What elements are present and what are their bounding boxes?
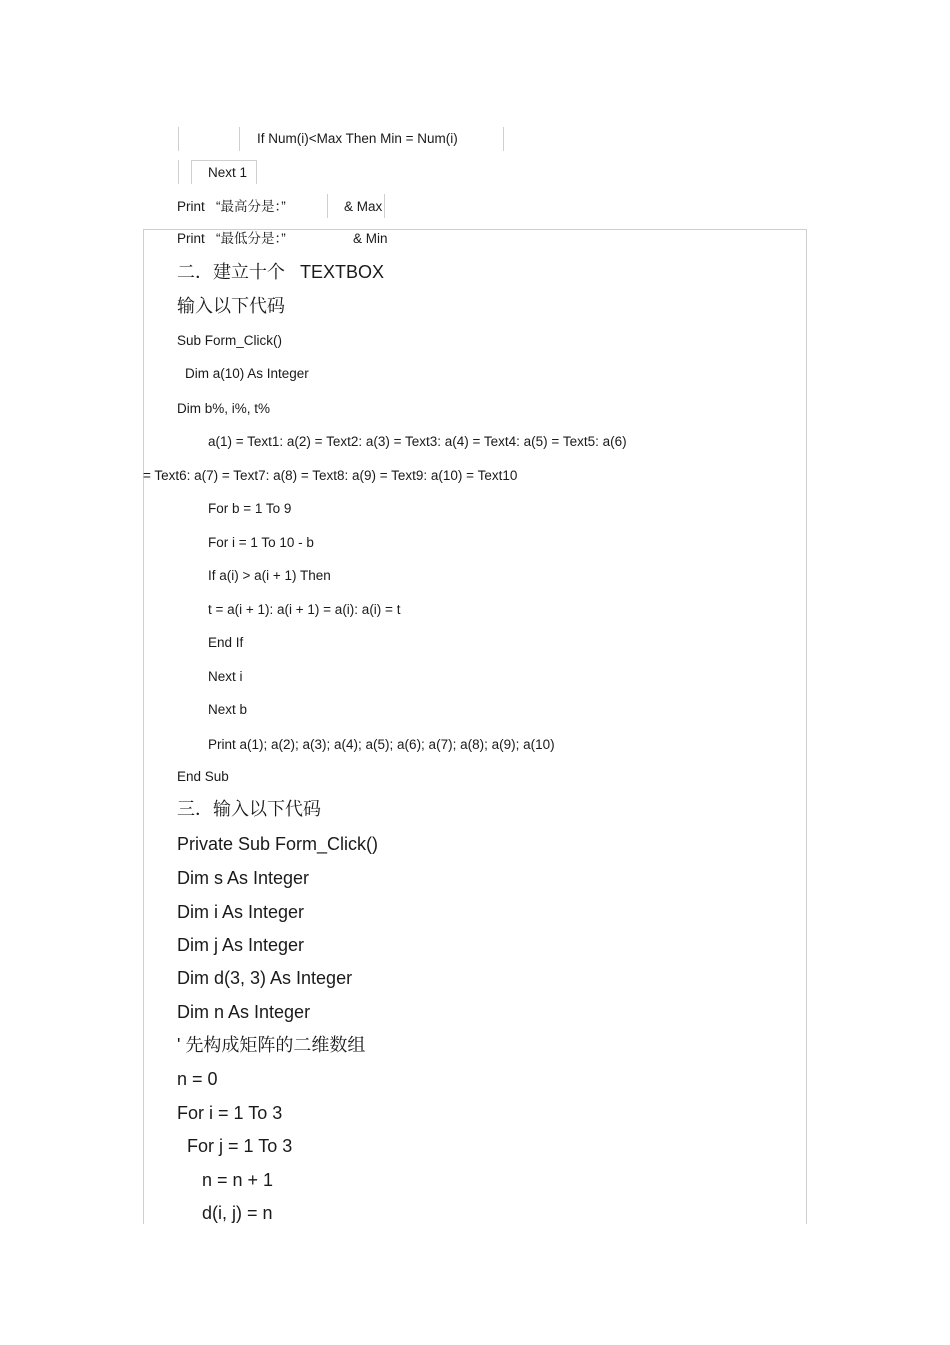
code-line-print-min-value: & Min xyxy=(353,231,388,246)
code-line: Next i xyxy=(208,669,243,684)
code-line: = Text6: a(7) = Text7: a(8) = Text8: a(9) = Text9: a(10) = Text10 xyxy=(143,468,518,483)
code-line: For i = 1 To 3 xyxy=(177,1103,283,1123)
table-border-right-top xyxy=(503,127,504,151)
comment-line: ' 先构成矩阵的二维数组 xyxy=(177,1035,366,1055)
table-border-left-next xyxy=(178,160,179,184)
table-border-print-a xyxy=(327,194,328,218)
code-line: n = n + 1 xyxy=(202,1170,274,1190)
code-line: Sub Form_Click() xyxy=(177,333,283,348)
code-line: a(1) = Text1: a(2) = Text2: a(3) = Text3: a(4) = Text4: a(5) = Text5: a(6) xyxy=(208,434,627,449)
code-line: d(i, j) = n xyxy=(202,1203,273,1223)
code-line: Next b xyxy=(208,702,248,717)
table-border-next-top xyxy=(191,160,257,161)
page-frame-top xyxy=(143,229,807,230)
code-line: Dim a(10) As Integer xyxy=(185,366,309,381)
code-line: Dim j As Integer xyxy=(177,935,305,955)
code-line: If a(i) > a(i + 1) Then xyxy=(208,568,331,583)
code-line: t = a(i + 1): a(i + 1) = a(i): a(i) = t xyxy=(208,602,401,617)
code-line: End Sub xyxy=(177,769,229,784)
page-frame-right xyxy=(806,229,807,1224)
code-line: End If xyxy=(208,635,244,650)
page-frame-left xyxy=(143,229,144,1224)
code-line: For b = 1 To 9 xyxy=(208,501,292,516)
code-line: Dim n As Integer xyxy=(177,1002,311,1022)
code-line: Dim d(3, 3) As Integer xyxy=(177,968,353,988)
code-line: Print a(1); a(2); a(3); a(4); a(5); a(6); a(7); a(8); a(9); a(10) xyxy=(208,737,555,752)
table-border-inner-next xyxy=(191,160,192,184)
code-line: n = 0 xyxy=(177,1069,218,1089)
code-line: Dim s As Integer xyxy=(177,868,310,888)
table-border-print-b xyxy=(384,194,385,218)
section-two-heading: 二．建立十个 TEXTBOX xyxy=(177,262,385,282)
code-line: Private Sub Form_Click() xyxy=(177,834,379,854)
code-line-print-max-label: Print “最高分是：” xyxy=(177,199,286,214)
code-line-print-min-label: Print “最低分是：” xyxy=(177,231,286,246)
code-line: Dim b%, i%, t% xyxy=(177,401,271,416)
section-three-heading: 三．输入以下代码 xyxy=(177,799,321,819)
code-line-if-num: If Num(i)<Max Then Min = Num(i) xyxy=(257,131,458,146)
code-line: Dim i As Integer xyxy=(177,902,305,922)
section-two-subheading: 输入以下代码 xyxy=(177,296,285,316)
table-border-next-right xyxy=(256,160,257,184)
code-line-next-1: Next 1 xyxy=(208,165,248,180)
code-line-print-max-value: & Max xyxy=(344,199,383,214)
code-line: For j = 1 To 3 xyxy=(187,1136,293,1156)
table-border-inner-top xyxy=(239,127,240,151)
code-line: For i = 1 To 10 - b xyxy=(208,535,314,550)
table-border-left-top xyxy=(178,127,179,151)
